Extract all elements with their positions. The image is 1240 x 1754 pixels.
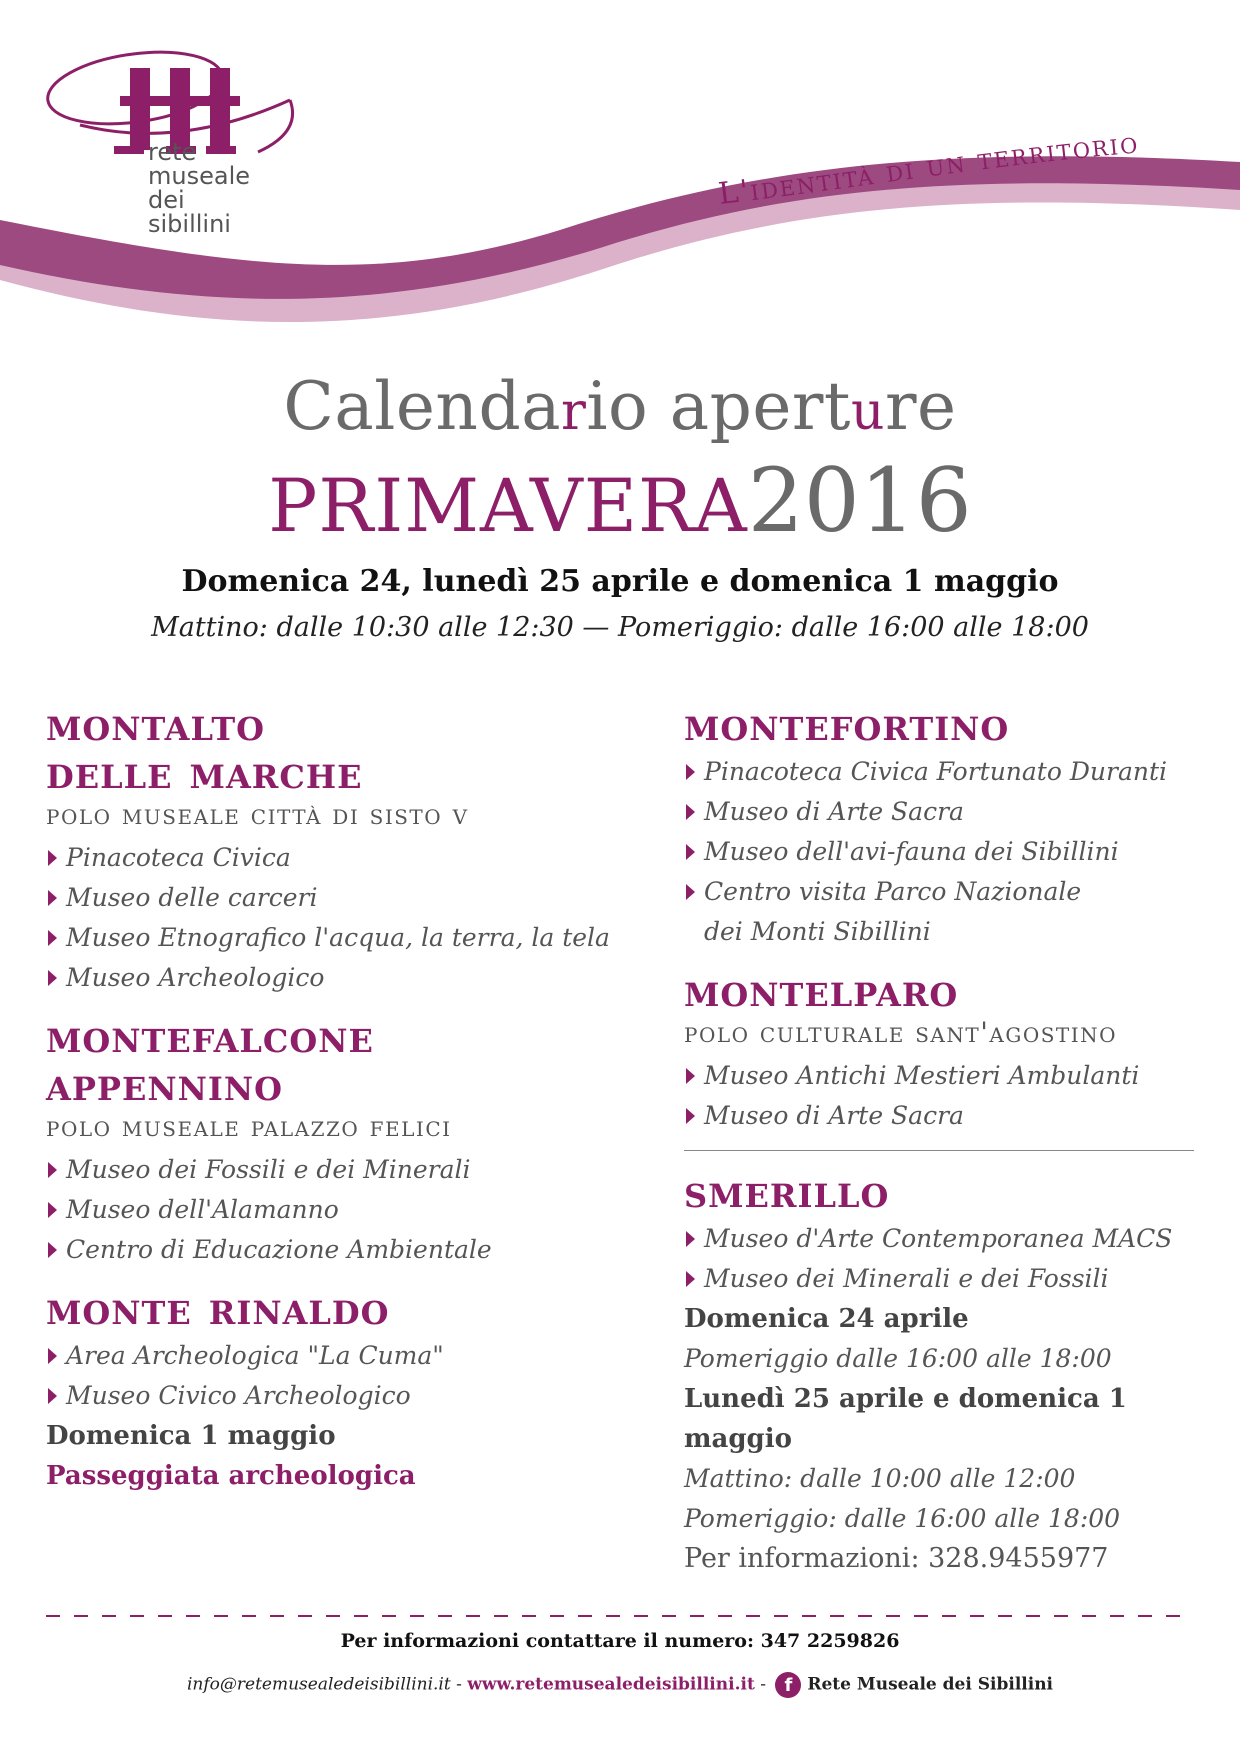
list-item: Museo dei Fossili e dei Minerali bbox=[46, 1150, 626, 1190]
list-item: Museo Etnografico l'acqua, la terra, la tela bbox=[46, 918, 626, 958]
opening-dates: Domenica 24, lunedì 25 aprile e domenica 1 maggio bbox=[181, 564, 1059, 599]
section-smerillo bbox=[684, 1164, 1194, 1579]
museum-list bbox=[46, 838, 626, 998]
list-item: Museo di Arte Sacra bbox=[684, 1096, 1194, 1136]
town-title: monte rinaldo bbox=[46, 1281, 390, 1335]
list-item: Pinacoteca Civica Fortunato Duranti bbox=[684, 752, 1194, 792]
list-item: Museo Civico Archeologico bbox=[46, 1376, 626, 1416]
event-title: Passeggiata archeologica bbox=[46, 1461, 416, 1491]
info-phone: Per informazioni: 328.9455977 bbox=[684, 1543, 1109, 1574]
logo-word: museale bbox=[148, 162, 250, 190]
list-item: Museo delle carceri bbox=[46, 878, 626, 918]
event-hours: Pomeriggio dalle 16:00 alle 18:00 bbox=[684, 1344, 1112, 1373]
dashed-divider bbox=[46, 1614, 1194, 1618]
list-item: Area Archeologica "La Cuma" bbox=[46, 1336, 626, 1376]
list-item: Museo Archeologico bbox=[46, 958, 626, 998]
museum-list bbox=[46, 1336, 626, 1416]
year-label: 2016 bbox=[747, 449, 972, 552]
event-date: Domenica 24 aprile bbox=[684, 1304, 969, 1334]
section-montelparo bbox=[684, 963, 1194, 1136]
list-item: Museo di Arte Sacra bbox=[684, 792, 1194, 832]
polo-title: polo museale città di sisto v bbox=[46, 798, 469, 831]
separator: - bbox=[754, 1674, 772, 1695]
title-part: Calenda bbox=[283, 368, 562, 445]
section-montalto bbox=[46, 697, 626, 998]
town-title: montefortino bbox=[684, 697, 1010, 751]
slogan-text: L'identità di un territorio bbox=[716, 125, 1141, 208]
town-title: montalto delle marche bbox=[46, 697, 363, 799]
right-column bbox=[684, 697, 1194, 1593]
list-item: Museo d'Arte Contemporanea MACS bbox=[684, 1219, 1194, 1259]
logo-word: dei bbox=[148, 186, 185, 214]
town-title: smerillo bbox=[684, 1164, 890, 1218]
town-title: montelparo bbox=[684, 963, 959, 1017]
logo-word: rete bbox=[148, 138, 197, 166]
title-season bbox=[0, 434, 1240, 571]
footer-links bbox=[0, 1672, 1240, 1698]
section-montefortino bbox=[684, 697, 1194, 952]
section-montefalcone bbox=[46, 1009, 626, 1270]
list-item: Museo dei Minerali e dei Fossili bbox=[684, 1259, 1194, 1299]
event-date: Domenica 1 maggio bbox=[46, 1421, 336, 1451]
list-item: Museo dell'Alamanno bbox=[46, 1190, 626, 1230]
town-title: montefalcone appennino bbox=[46, 1009, 374, 1111]
slogan bbox=[700, 118, 1220, 208]
logo-word: sibillini bbox=[148, 210, 231, 238]
list-item: Museo dell'avi-fauna dei Sibillini bbox=[684, 832, 1194, 872]
section-monterinaldo bbox=[46, 1281, 626, 1496]
museum-list bbox=[684, 752, 1194, 952]
museum-list bbox=[684, 1219, 1194, 1299]
museum-list bbox=[684, 1056, 1194, 1136]
opening-hours: Mattino: dalle 10:30 alle 12:30 — Pomeriggio: dalle 16:00 alle 18:00 bbox=[151, 612, 1089, 643]
event-date: Lunedì 25 aprile e domenica 1 maggio bbox=[684, 1384, 1127, 1454]
list-item: Centro visita Parco Nazionale dei Monti Sibillini bbox=[684, 872, 1194, 952]
left-column bbox=[46, 697, 626, 1510]
polo-title: polo museale palazzo felici bbox=[46, 1110, 452, 1143]
museum-list bbox=[46, 1150, 626, 1270]
contact-line: Per informazioni contattare il numero: 347 2259826 bbox=[340, 1630, 900, 1652]
title-part-accent: u bbox=[850, 382, 885, 442]
season-label: primavera bbox=[268, 434, 748, 556]
website-link[interactable]: www.retemusealedeisibillini.it bbox=[467, 1674, 755, 1695]
list-item: Centro di Educazione Ambientale bbox=[46, 1230, 626, 1270]
svg-text:L'identità di un territorio bbox=[717, 125, 1141, 208]
polo-title: polo culturale sant'agostino bbox=[684, 1016, 1118, 1049]
email-link[interactable]: info@retemusealedeisibillini.it bbox=[186, 1674, 451, 1695]
facebook-icon[interactable]: f bbox=[775, 1672, 801, 1698]
title-part-accent: r bbox=[561, 382, 587, 442]
separator: - bbox=[450, 1674, 468, 1695]
divider bbox=[684, 1150, 1194, 1151]
event-hours: Pomeriggio: dalle 16:00 alle 18:00 bbox=[684, 1504, 1121, 1533]
title-part: io apert bbox=[586, 368, 851, 445]
list-item: Pinacoteca Civica bbox=[46, 838, 626, 878]
title-part: re bbox=[884, 368, 957, 445]
event-hours: Mattino: dalle 10:00 alle 12:00 bbox=[684, 1464, 1076, 1493]
list-item: Museo Antichi Mestieri Ambulanti bbox=[684, 1056, 1194, 1096]
facebook-page-link[interactable]: Rete Museale dei Sibillini bbox=[807, 1674, 1054, 1695]
